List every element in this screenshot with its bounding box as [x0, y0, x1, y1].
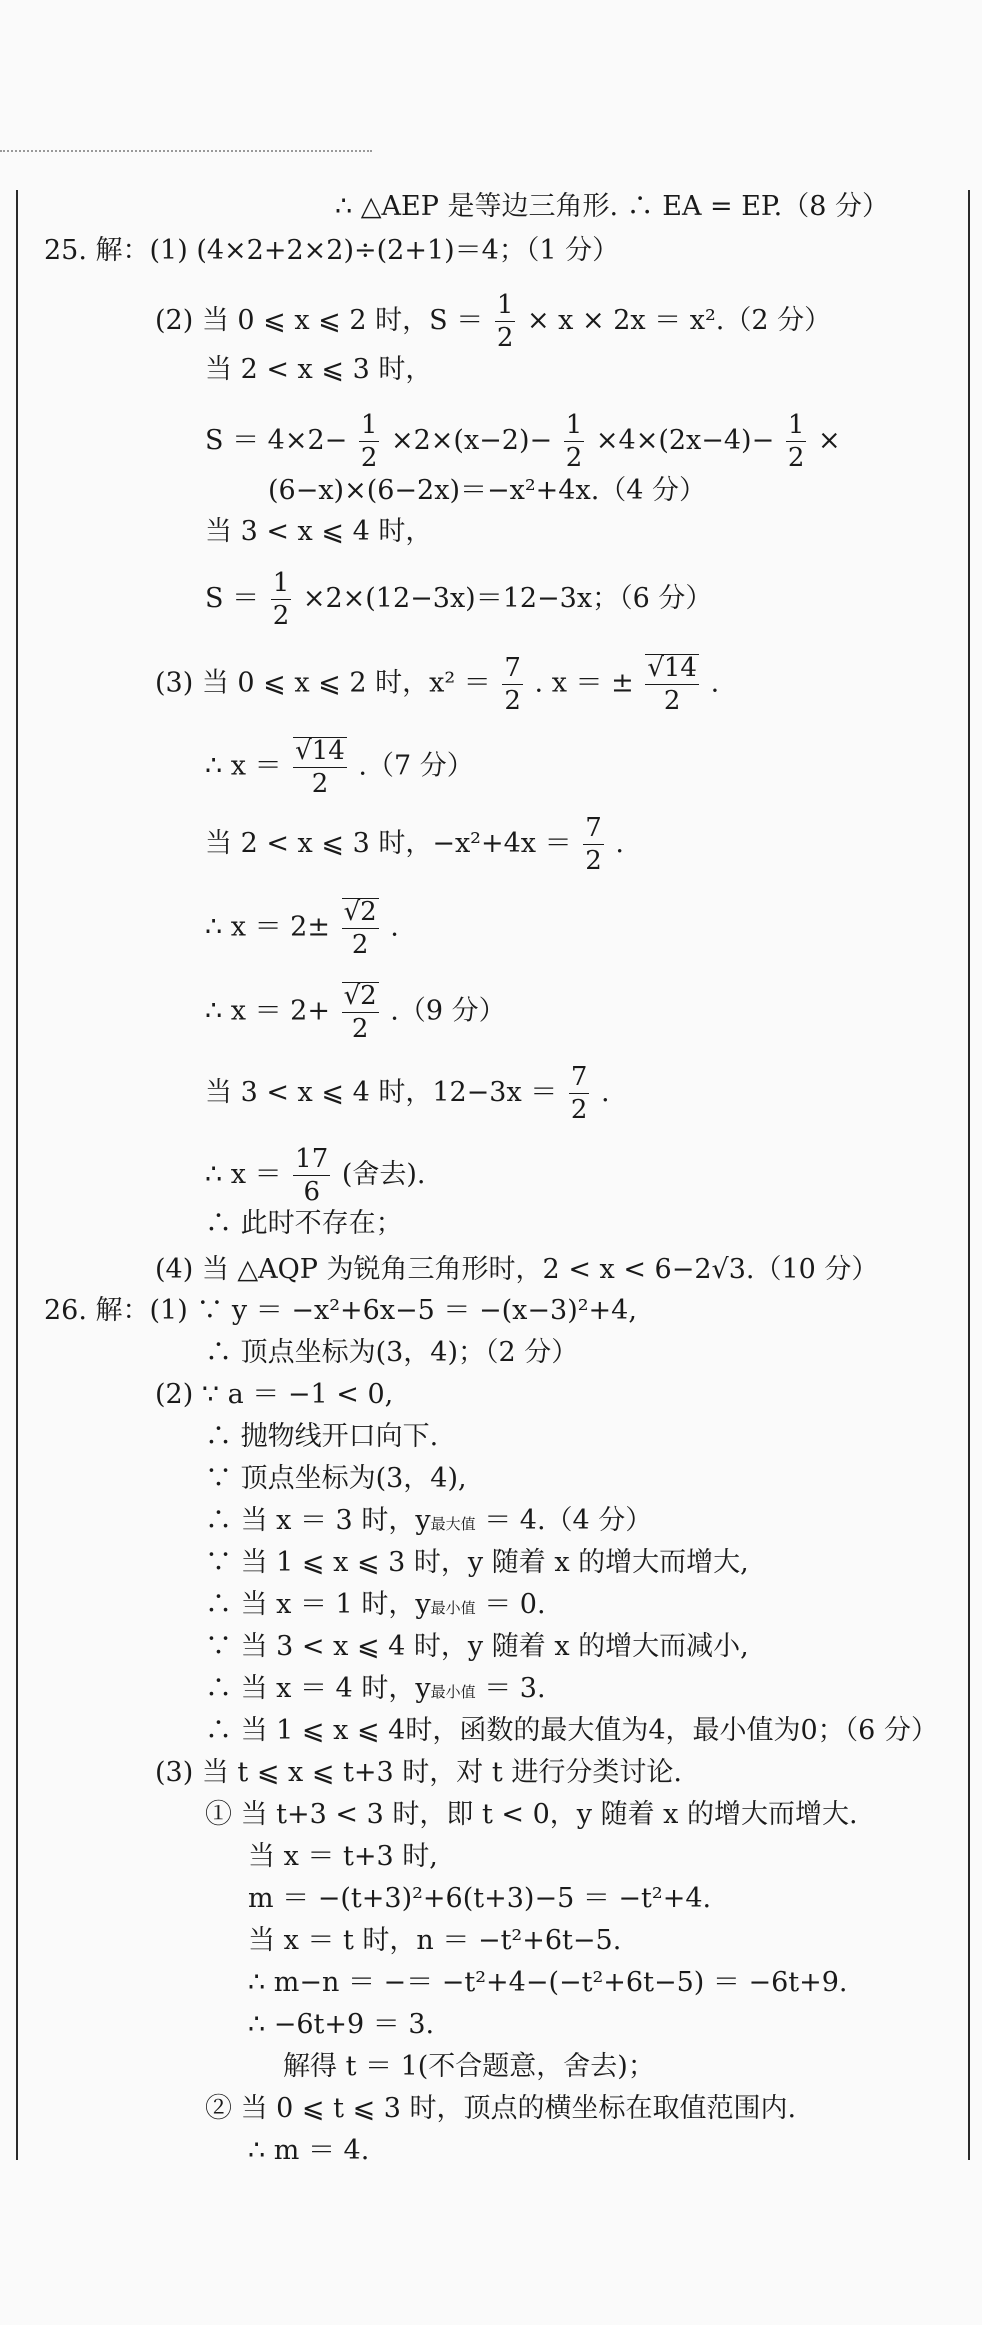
solution-line: (4) 当 △AQP 为锐角三角形时，2 < x < 6−2√3.（10 分） — [155, 1254, 879, 1285]
solution-line: (2) 当 0 ⩽ x ⩽ 2 时，S ＝ $\frac{1}{2}$ × x × 2x ＝ x².（2 分） — [155, 290, 832, 353]
solution-line: S ＝ $\frac{1}{2}$ ×2×(12−3x)＝12−3x；（6 分） — [205, 568, 713, 631]
fraction: $\frac{√14}{2}$ — [647, 653, 697, 716]
solution-line: ∴ x ＝ $\frac{17}{6}$ (舍去). — [205, 1144, 426, 1207]
solution-line: (6−x)×(6−2x)＝−x²+4x.（4 分） — [268, 475, 707, 506]
solution-line: 当 x ＝ t 时，n ＝ −t²+6t−5. — [248, 1925, 622, 1956]
solution-line: ∴ △AEP 是等边三角形. ∴ EA = EP.（8 分） — [335, 191, 889, 222]
solution-line: (3) 当 0 ⩽ x ⩽ 2 时，x² ＝ $\frac{7}{2}$ . x ＝ ± $\frac{√14}{2}$ . — [155, 652, 720, 716]
fraction: $\frac{7}{2}$ — [585, 813, 602, 876]
solution-line: ∴ 抛物线开口向下. — [205, 1421, 439, 1452]
solution-line: ∴ −6t+9 ＝ 3. — [248, 2009, 435, 2040]
solution-line: ∴ 当 1 ⩽ x ⩽ 4时，函数的最大值为4，最小值为0；（6 分） — [205, 1715, 938, 1746]
solution-line: ∴ 当 x ＝ 3 时，y最大值 ＝ 4.（4 分） — [205, 1505, 653, 1536]
right-margin-rule — [968, 190, 970, 2160]
solution-line: ∴ m−n ＝ −＝ −t²+4−(−t²+6t−5) ＝ −6t+9. — [248, 1967, 848, 1998]
solution-line: ② 当 0 ⩽ t ⩽ 3 时，顶点的横坐标在取值范围内. — [205, 2093, 797, 2124]
solution-line: 解得 t ＝ 1(不合题意，舍去)； — [283, 2051, 655, 2082]
fraction: $\frac{7}{2}$ — [504, 652, 521, 716]
fraction: $\frac{1}{2}$ — [565, 410, 583, 473]
solution-line: 当 x ＝ t+3 时, — [248, 1841, 438, 1872]
solution-line: ∴ x ＝ 2+ $\frac{√2}{2}$ .（9 分） — [205, 981, 506, 1044]
solution-line: ∴ x ＝ 2± $\frac{√2}{2}$ . — [205, 897, 399, 960]
solution-line: (2) ∵ a ＝ −1 < 0, — [155, 1379, 394, 1410]
solution-line: S ＝ 4×2− $\frac{1}{2}$ ×2×(x−2)− $\frac{1}{2}$ ×4×(2x−4)− $\frac{1}{2}$ × — [205, 410, 841, 473]
solution-line: 当 2 < x ⩽ 3 时，−x²+4x ＝ $\frac{7}{2}$ . — [205, 813, 624, 876]
fraction: $\frac{17}{6}$ — [295, 1144, 329, 1207]
fraction: $\frac{1}{2}$ — [787, 410, 805, 473]
fraction: $\frac{1}{2}$ — [360, 410, 378, 473]
solution-line: ∵ 顶点坐标为(3，4), — [205, 1463, 467, 1494]
solution-line: ① 当 t+3 < 3 时，即 t < 0，y 随着 x 的增大而增大. — [205, 1799, 858, 1830]
solution-line: ∵ 当 3 < x ⩽ 4 时，y 随着 x 的增大而减小, — [205, 1631, 749, 1662]
solution-line: ∴ x ＝ $\frac{√14}{2}$ .（7 分） — [205, 736, 474, 799]
solution-line: 当 3 < x ⩽ 4 时，12−3x ＝ $\frac{7}{2}$ . — [205, 1062, 610, 1125]
solution-line: ∴ 当 x ＝ 4 时，y最小值 ＝ 3. — [205, 1673, 546, 1704]
left-margin-rule — [16, 190, 18, 2160]
top-dotted-divider — [0, 150, 372, 152]
fraction: $\frac{√2}{2}$ — [343, 981, 377, 1044]
solution-line: 当 3 < x ⩽ 4 时， — [205, 516, 433, 547]
solution-line: ∴ m ＝ 4. — [248, 2135, 370, 2166]
solution-line: ∴ 此时不存在； — [205, 1208, 403, 1239]
fraction: $\frac{7}{2}$ — [570, 1062, 588, 1125]
fraction: $\frac{√2}{2}$ — [343, 897, 377, 960]
problem-25-header: 25. 解：(1) (4×2+2×2)÷(2+1)＝4；（1 分） — [44, 235, 620, 266]
fraction: $\frac{√14}{2}$ — [295, 736, 345, 799]
solution-line: ∵ 当 1 ⩽ x ⩽ 3 时，y 随着 x 的增大而增大, — [205, 1547, 749, 1578]
solution-line: (3) 当 t ⩽ x ⩽ t+3 时，对 t 进行分类讨论. — [155, 1757, 682, 1788]
fraction: $\frac{1}{2}$ — [496, 290, 514, 353]
solution-line: ∴ 当 x ＝ 1 时，y最小值 ＝ 0. — [205, 1589, 546, 1620]
solution-line: m ＝ −(t+3)²+6(t+3)−5 ＝ −t²+4. — [248, 1883, 712, 1914]
fraction: $\frac{1}{2}$ — [272, 568, 290, 631]
problem-26-header: 26. 解：(1) ∵ y ＝ −x²+6x−5 ＝ −(x−3)²+4, — [44, 1295, 637, 1326]
solution-line: ∴ 顶点坐标为(3，4)；（2 分） — [205, 1337, 579, 1368]
solution-line: 当 2 < x ⩽ 3 时， — [205, 354, 433, 385]
